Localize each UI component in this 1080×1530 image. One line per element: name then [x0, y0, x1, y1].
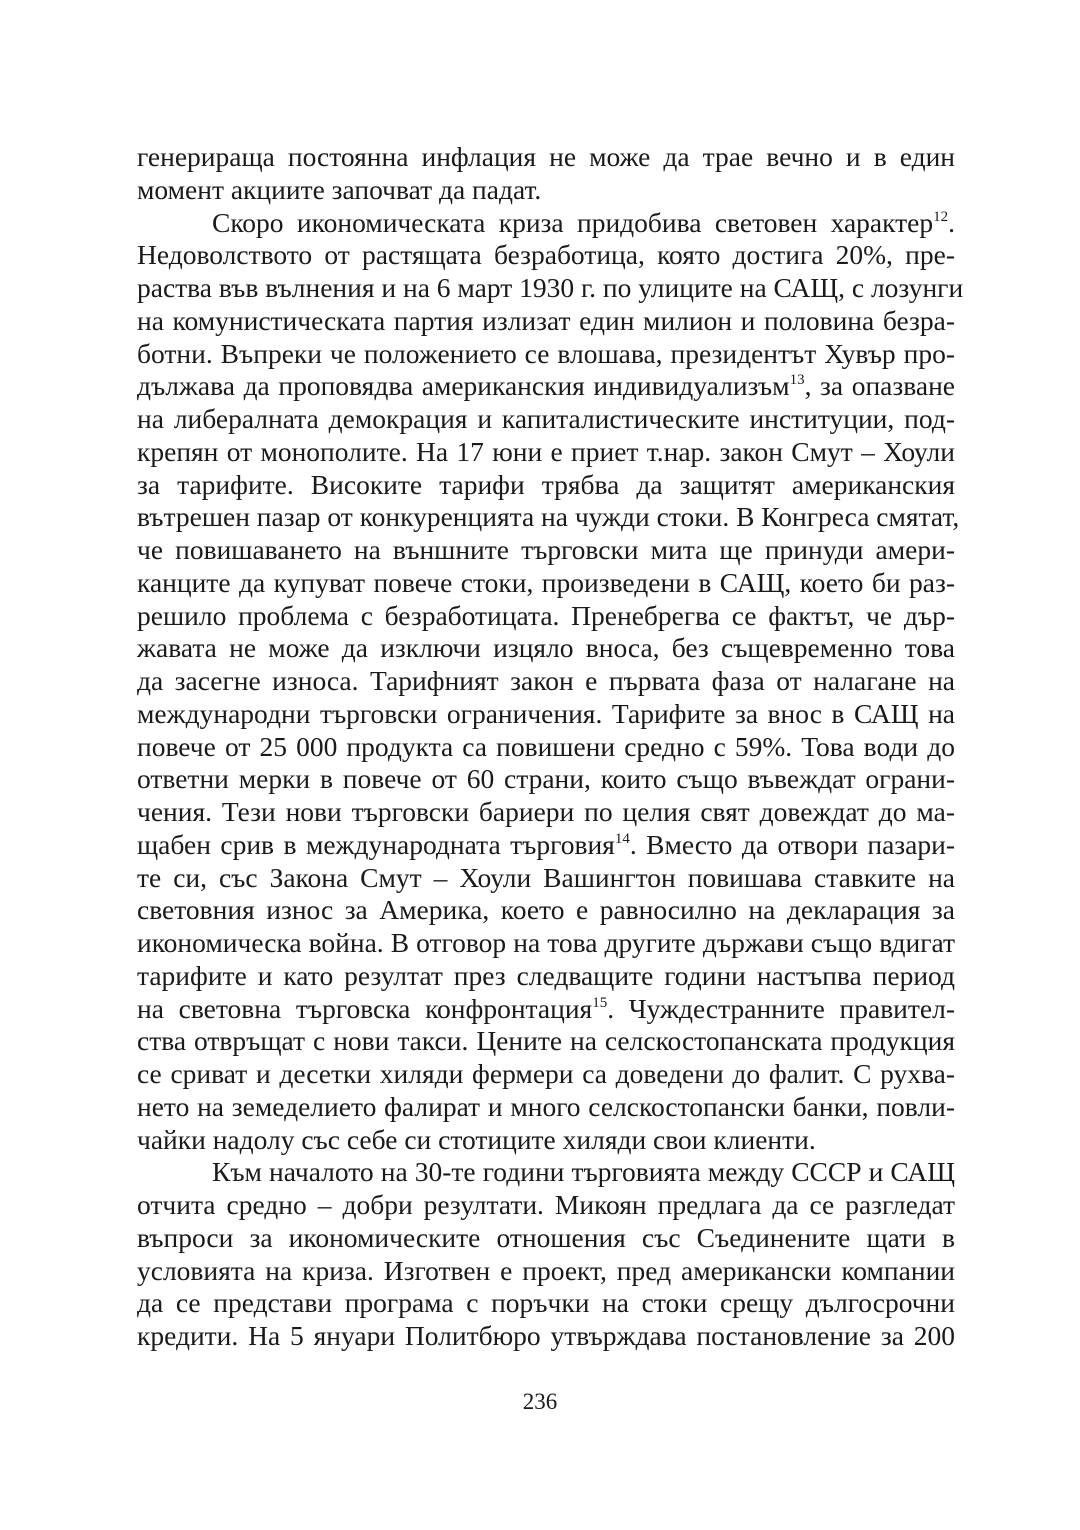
text-line: канците да купуват повече стоки, произведени в САЩ, което би раз- [137, 566, 955, 598]
text-line: кредити. На 5 януари Политбюро утвърждава постановление за 200 [137, 1320, 955, 1351]
text-line: на световна търговска конфронтация$^{15}$. Чуждестранните правител- [137, 992, 955, 1024]
text-line: жавата не може да изключи изцяло вноса, без същевременно това [137, 632, 955, 664]
text-line: да засегне износа. Тарифният закон е първата фаза от налагане на [137, 665, 955, 696]
text-line: ответни мерки в повече от 60 страни, които също въвеждат ограни- [137, 763, 955, 795]
text-line: ботни. Въпреки че положението се влошава, президентът Хувър про- [137, 337, 955, 369]
paragraph [137, 141, 955, 207]
text-line: раства във вълнения и на 6 март 1930 г. по улиците на САЩ, с лозунги [137, 272, 964, 303]
text-line: нето на земеделието фалират и много селскостопански банки, повли- [137, 1090, 955, 1122]
text-line: тарифите и като резултат през следващите години настъпва период [137, 959, 955, 991]
text-line: чения. Тези нови търговски бариери по целия свят довеждат до ма- [137, 796, 955, 827]
text-line: чайки надолу със себе си стотиците хиляди свои клиенти. [137, 1123, 816, 1155]
text-line: че повишаването на външните търговски мита ще принуди амери- [137, 534, 955, 565]
paragraph [137, 1156, 955, 1353]
text-line: повече от 25 000 продукта са повишени средно с 59%. Това води до [137, 730, 955, 762]
text-line: на комунистическата партия излизат един милион и половина безра- [137, 304, 955, 336]
text-line: генерираща постоянна инфлация не може да трае вечно и в един [137, 141, 955, 172]
text-line: на либералната демокрация и капиталистическите институции, под- [137, 403, 955, 434]
text-line: въпроси за икономическите отношения със Съединените щати в [137, 1221, 955, 1253]
page-number: 236 [522, 1389, 558, 1414]
text-line: вътрешен пазар от конкуренцията на чужди стоки. В Конгреса смятат, [137, 501, 960, 533]
footnote-ref[interactable]: 14 [614, 830, 630, 847]
page-body [137, 141, 964, 1353]
text-line: световния износ за Америка, което е равносилно на декларация за [137, 894, 955, 926]
footnote-ref[interactable]: 13 [789, 372, 805, 389]
footnote-ref[interactable]: 12 [933, 208, 949, 225]
text-line: решило проблема с безработицата. Пренебрегва се фактът, че дър- [137, 599, 955, 631]
text-line: ства отвръщат с нови такси. Цените на селскостопанската продукция [137, 1025, 955, 1057]
text-line: момент акциите започват да падат. [137, 173, 542, 205]
text-line: дължава да проповядва американския индивидуализъм$^{13}$, за опазване [137, 370, 955, 402]
text-line: икономическа война. В отговор на това другите държави също вдигат [137, 927, 955, 958]
text-line: те си, със Закона Смут – Хоули Вашингтон повишава ставките на [137, 861, 955, 893]
text-line: крепян от монополите. На 17 юни е приет т.нар. закон Смут – Хоули [137, 435, 955, 467]
paragraph [137, 206, 964, 1157]
text-line: да се представи програма с поръчки на стоки срещу дългосрочни [137, 1287, 955, 1319]
footnote-ref[interactable]: 15 [592, 994, 608, 1011]
text-line: международни търговски ограничения. Тарифите за внос в САЩ на [137, 697, 955, 729]
text-line: Недоволството от растящата безработица, която достига 20%, пре- [137, 239, 955, 271]
text-line: отчита средно – добри резултати. Микоян предлага да се разгледат [137, 1189, 955, 1220]
text-line: се сриват и десетки хиляди фермери са доведени до фалит. С рухва- [137, 1058, 955, 1089]
text-line: щабен срив в международната търговия$^{14}$. Вместо да отвори пазари- [137, 828, 956, 860]
text-line: условията на криза. Изготвен е проект, пред американски компании [137, 1254, 955, 1286]
text-line: Към началото на 30-те години търговията между СССР и САЩ [212, 1156, 955, 1188]
text-line: за тарифите. Високите тарифи трябва да защитят американския [137, 468, 955, 500]
text-line: Скоро икономическата криза придобива световен характер$^{12}$. [212, 206, 955, 238]
